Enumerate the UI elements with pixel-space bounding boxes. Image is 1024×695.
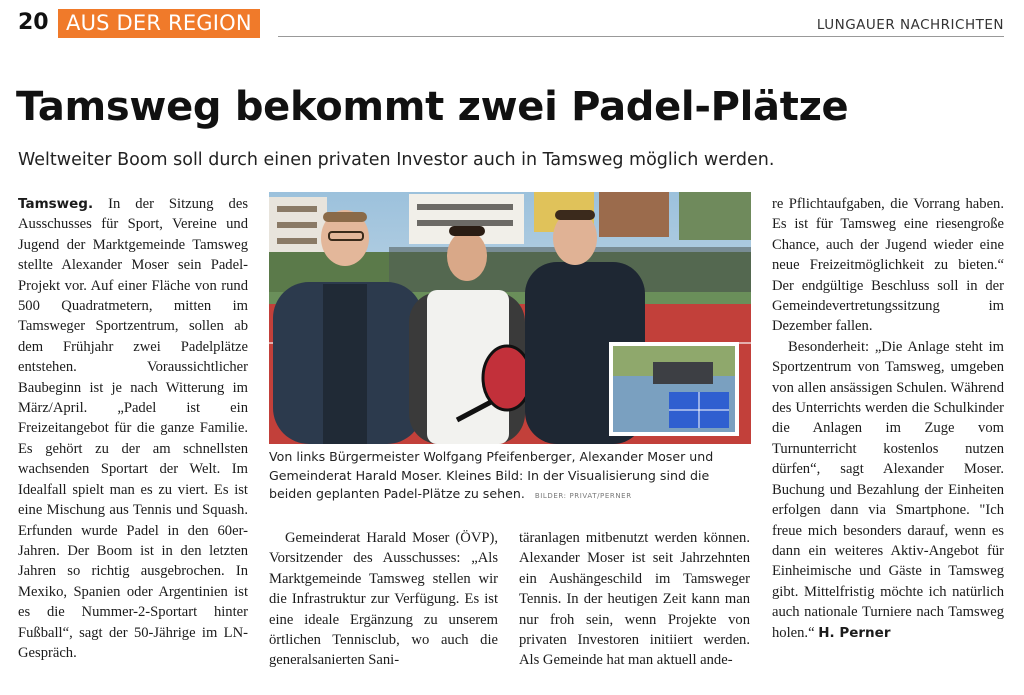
dateline: Tamsweg. — [18, 196, 94, 212]
column-2-text: Gemeinderat Harald Moser (ÖVP), Vorsitzender des Ausschusses: „Als Marktgemeinde Tamsweg stellen wir die Infrastruktur zur Verfügung. Es ist eine ideale Ergänzung zu unserem örtlichen Tennisclub, wo auch die generalsanierten Sani- — [269, 530, 498, 669]
caption-text: Von links Bürgermeister Wolfgang Pfeifenberger, Alexander Moser und Gemeinderat Harald Moser. Kleines Bild: In der Visualisierung sind die beiden geplanten Padel-Plätze zu sehen. — [269, 449, 714, 501]
section-label: AUS DER REGION — [58, 9, 260, 38]
article-column-2 — [269, 528, 498, 671]
column-4-paragraph-1: re Pflichtaufgaben, die Vorrang haben. Es ist für Tamsweg eine riesengroße Chance, auch der Jugend wieder eine neue Freizeitmöglichkeit zu bieten.“ Der endgültige Beschluss soll in der Gemeindevertretungssitzung im Dezember fallen. — [772, 196, 1004, 335]
column-4-paragraph-2: Besonderheit: „Die Anlage steht im Sportzentrum von Tamsweg, umgeben von allen ansässigen Schulen. Während des Unterrichts werden die Schulkinder die Anlagen im Zuge vom Turnunterricht kostenlos nutzen dürfen“, sagt Alexander Moser. Buchung und Bezahlung der Einheiten erfolgen dann via Smartphone. "Ich freue mich besonders darauf, wenn es dann ein weiteres Aktiv-Angebot für Einheimische und Gäste in Tamsweg gibt. Mittelfristig möchte ich natürlich auch nationale Turniere nach Tamsweg holen.“ — [772, 338, 1004, 641]
article-subheadline: Weltweiter Boom soll durch einen privaten Investor auch in Tamsweg möglich werden. — [18, 150, 775, 170]
photo-illustration — [269, 192, 751, 444]
article-photo — [269, 192, 751, 444]
column-3-text: täranlagen mitbenutzt werden können. Alexander Moser ist seit Jahrzehnten ein Aushängeschild im Tamsweger Tennis. In der heutigen Zeit kann man nur froh sein, wenn Projekte von privaten Investoren initiiert werden. Als Gemeinde hat man aktuell ande- — [519, 530, 750, 669]
author-name: H. Perner — [818, 624, 891, 641]
page-number: 20 — [18, 10, 49, 35]
article-column-1 — [18, 194, 248, 663]
article-column-3 — [519, 528, 750, 671]
publication-name: LUNGAUER NACHRICHTEN — [816, 17, 1004, 33]
article-column-4 — [772, 194, 1004, 643]
article-headline: Tamsweg bekommt zwei Padel-Plätze — [16, 84, 849, 130]
column-1-text: In der Sitzung des Ausschusses für Sport, Vereine und Jugend der Marktgemeinde Tamsweg stellte Alexander Moser sein Padel-Projekt vor. Auf einer Fläche von rund 500 Quadratmetern, mitten im Tamsweger Sportzentrum, sollen ab dem Frühjahr zwei Padelplätze entstehen. Voraussichtlicher Baubeginn ist je nach Witterung im März/April. „Padel ist ein Freizeitangebot für die ganze Familie. Es gehört zu der am schnellsten wachsenden Sportart der Welt. Im Idealfall spielt man es zu viert. Es ist eine Mischung aus Tennis und Squash. Erfunden wurde Padel in den 60er-Jahren. Der Boom ist in den letzten Jahren so richtig ausgebrochen. In Mexiko, Spanien oder Argentinien ist es die Nummer-2-Sportart hinter Fußball“, sagt der 50-Jährige im LN-Gespräch. — [18, 196, 248, 661]
header-rule — [278, 36, 1004, 37]
photo-credit: BILDER: PRIVAT/PERNER — [534, 492, 632, 500]
photo-caption — [269, 448, 751, 506]
